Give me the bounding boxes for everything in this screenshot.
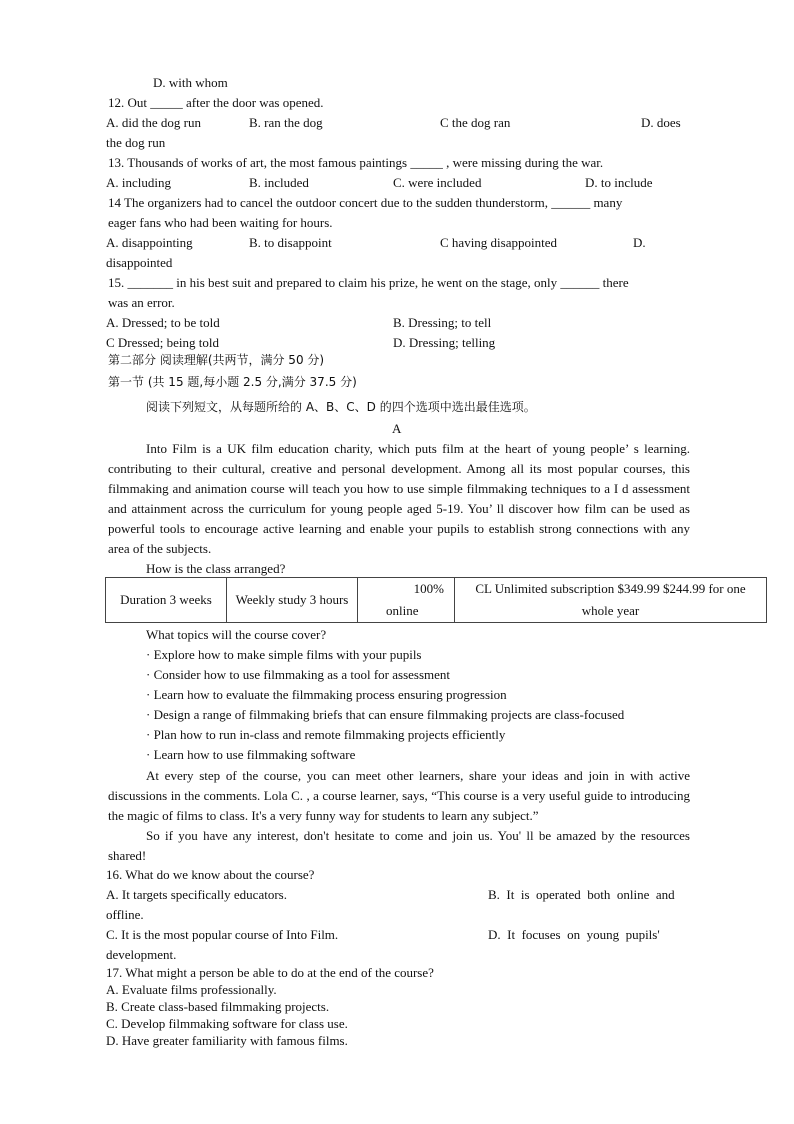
part-title: 第二部分 阅读理解(共两节，满分 50 分) [108,353,325,367]
topic-item: · Learn how to use filmmaking software [146,747,356,762]
q17-option-c: C. Develop filmmaking software for class use. [106,1016,348,1031]
q17-option-d: D. Have greater familiarity with famous films. [106,1033,348,1048]
q12-option-c: C the dog ran [440,115,511,130]
topic-item: · Plan how to run in-class and remote filmmaking projects efficiently [146,727,506,742]
q16-option-b: B. It is operated both online and [488,887,675,902]
q16-option-b-cont: offline. [106,907,144,922]
topic-item: · Learn how to evaluate the filmmaking process ensuring progression [146,687,507,702]
q14-option-d-cont: disappointed [106,255,173,270]
online-cell [358,578,455,623]
q14-option-c: C having disappointed [440,235,557,250]
section-title: 第一节 (共 15 题,每小题 2.5 分,满分 37.5 分) [108,375,357,389]
q16-option-c: C. It is the most popular course of Into Film. [106,927,339,942]
duration-cell: Duration 3 weeks [106,578,227,623]
q15-option-d: D. Dressing; telling [393,335,496,350]
q14-stem-line2: eager fans who had been waiting for hours. [108,215,333,230]
online-label: online [386,603,419,618]
question-topics: What topics will the course cover? [146,627,327,642]
q17-stem: 17. What might a person be able to do at the end of the course? [106,965,434,980]
q12-option-d-cont: the dog run [106,135,166,150]
q12-option-d: D. does [641,115,681,130]
passage-paragraph-2: At every step of the course, you can meet other learners, share your ideas and join in with active discussions in the comments. Lola C. , a course learner, says, “This course is a very useful guide to introducing the magic of films to class. It's a very funny way for students to learn any subject.” [108,768,690,823]
q14-option-d: D. [633,235,646,250]
table-row [106,578,767,623]
passage-label: A [392,421,402,436]
subscription-line2: whole year [581,603,640,618]
q13-option-b: B. included [249,175,309,190]
weekly-study-cell: Weekly study 3 hours [227,578,358,623]
q16-option-d: D. It focuses on young pupils' [488,927,660,942]
q13-option-c: C. were included [393,175,482,190]
topic-item: · Consider how to use filmmaking as a tool for assessment [146,667,451,682]
q17-option-a: A. Evaluate films professionally. [106,982,277,997]
topic-item: · Explore how to make simple films with your pupils [146,647,422,662]
q15-option-a: A. Dressed; to be told [106,315,220,330]
q16-option-d-cont: development. [106,947,177,962]
q12-stem: 12. Out _____ after the door was opened. [108,95,324,110]
section-instruction: 阅读下列短文，从每题所给的 A、B、C、D 的四个选项中选出最佳选项。 [146,400,536,414]
q13-stem: 13. Thousands of works of art, the most famous paintings _____ , were missing during the war. [108,155,604,170]
q16-option-a: A. It targets specifically educators. [106,887,287,902]
q13-option-d: D. to include [585,175,653,190]
q14-stem-line1: 14 The organizers had to cancel the outdoor concert due to the sudden thunderstorm, ______ many [108,195,623,210]
q14-option-b: B. to disappoint [249,235,332,250]
q11-option-d: D. with whom [153,75,228,90]
subscription-cell [455,578,767,623]
topic-item: · Design a range of filmmaking briefs that can ensure filmmaking projects are class-focused [146,707,625,722]
q13-option-a: A. including [106,175,171,190]
q17-option-b: B. Create class-based filmmaking projects. [106,999,330,1014]
passage-paragraph-3: So if you have any interest, don't hesitate to come and join us. You' ll be amazed by the resources shared! [108,828,690,863]
subscription-line1: CL Unlimited subscription $349.99 $244.99 for one [475,581,746,596]
course-info-table [105,577,767,623]
q16-stem: 16. What do we know about the course? [106,867,315,882]
q15-option-c: C Dressed; being told [106,335,220,350]
q12-option-a: A. did the dog run [106,115,201,130]
q12-option-b: B. ran the dog [249,115,323,130]
q15-stem-line1: 15. _______ in his best suit and prepared to claim his prize, he went on the stage, only ______ there [108,275,629,290]
question-arranged: How is the class arranged? [146,561,286,576]
q14-option-a: A. disappointing [106,235,193,250]
q15-option-b: B. Dressing; to tell [393,315,492,330]
online-percent: 100% [413,581,444,596]
q15-stem-line2: was an error. [108,295,175,310]
passage-paragraph-1: Into Film is a UK film education charity, which puts film at the heart of young people’ s learning. contributing to their cultural, creative and personal development. Among all its most popular courses, this filmmaking and animation course will teach you how to use simple filmmaking techniques to a I d assessment and attainment across the curriculum for young people aged 5-19. You’ ll discover how film can be used as powerful tools to encourage active learning and enable your pupils to establish strong connections with any area of the subjects. [108,441,690,556]
